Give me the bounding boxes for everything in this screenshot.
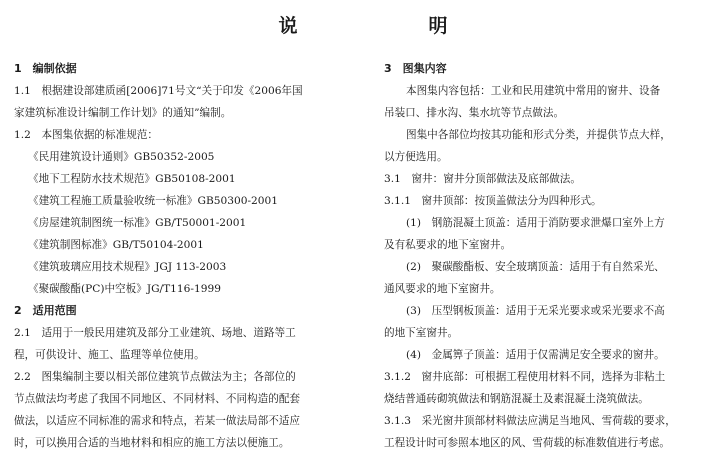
text-line: 本图集内容包括：工业和民用建筑中常用的窗井、设备 [406,85,661,97]
text-line: 节点做法均考虑了我国不同地区、不同材料、不同构造的配套 [14,393,301,405]
text-line: 《聚碳酸酯(PC)中空板》JG/T116-1999 [28,283,221,295]
text-line: 2.2 图集编制主要以相关部位建筑节点做法为主；各部位的 [14,371,296,383]
text-line: 烧结普通砖砌筑做法和钢筋混凝土及素混凝土浇筑做法。 [384,393,649,405]
text-line: 3.1.2 窗井底部：可根据工程使用材料不同，选择为非粘土 [384,371,666,383]
text-line: 及有私要求的地下室窗井。 [384,239,512,251]
section-heading: 2 适用范围 [14,304,77,317]
text-line: 的地下室窗井。 [384,327,459,339]
text-line: 《建筑制图标准》GB/T50104-2001 [28,239,204,251]
text-line: 程，可供设计、施工、监理等单位使用。 [14,349,205,361]
text-line: (4) 金属箅子顶盖：适用于仅需满足安全要求的窗井。 [406,349,665,361]
section-heading: 1 编制依据 [14,62,77,75]
section-heading: 3 图集内容 [384,62,447,75]
text-line: 吊装口、排水沟、集水坑等节点做法。 [384,107,565,119]
text-line: 3.1 窗井：窗井分顶部做法及底部做法。 [384,173,581,185]
text-line: (2) 聚碳酸酯板、安全玻璃顶盖：适用于有自然采光、 [406,261,665,273]
text-line: 1.1 根据建设部建质函[2006]71号文“关于印发《2006年国 [14,85,303,97]
text-line: (3) 压型钢板顶盖：适用于无采光要求或采光要求不高 [406,305,665,317]
text-line: 《建筑工程施工质量验收统一标准》GB50300-2001 [28,195,278,207]
text-line: 通风要求的地下室窗井。 [384,283,501,295]
text-line: 时，可以换用合适的当地材料和相应的施工方法以便施工。 [14,437,290,449]
text-line: 1.2 本图集依据的标准规范： [14,129,158,141]
text-line: 2.1 适用于一般民用建筑及部分工业建筑、场地、道路等工 [14,327,296,339]
text-line: 家建筑标准设计编制工作计划》的通知”编制。 [14,107,232,119]
text-line: 《建筑玻璃应用技术规程》JGJ 113-2003 [28,261,227,273]
text-line: 3.1.3 采光窗井顶部材料做法应满足当地风、雪荷载的要求， [384,415,676,427]
left-column [14,58,366,454]
text-line: 3.1.1 窗井顶部：按顶盖做法分为四种形式。 [384,195,602,207]
text-line: 工程设计时可参照本地区的风、雪荷载的标准数值进行考虑。 [384,437,671,449]
text-line: 做法，以适应不同标准的需求和特点，若某一做法局部不适应 [14,415,301,427]
right-column [384,58,714,454]
text-line: (1) 钢筋混凝土顶盖：适用于消防要求泄爆口室外上方 [406,217,665,229]
text-line: 《民用建筑设计通则》GB50352-2005 [28,151,215,163]
text-line: 以方便选用。 [384,151,448,163]
text-line: 图集中各部位均按其功能和形式分类，并提供节点大样， [406,129,671,141]
page-title: 说 明 [278,15,504,37]
text-line: 《地下工程防水技术规范》GB50108-2001 [28,173,236,185]
text-line: 《房屋建筑制图统一标准》GB/T50001-2001 [28,217,247,229]
